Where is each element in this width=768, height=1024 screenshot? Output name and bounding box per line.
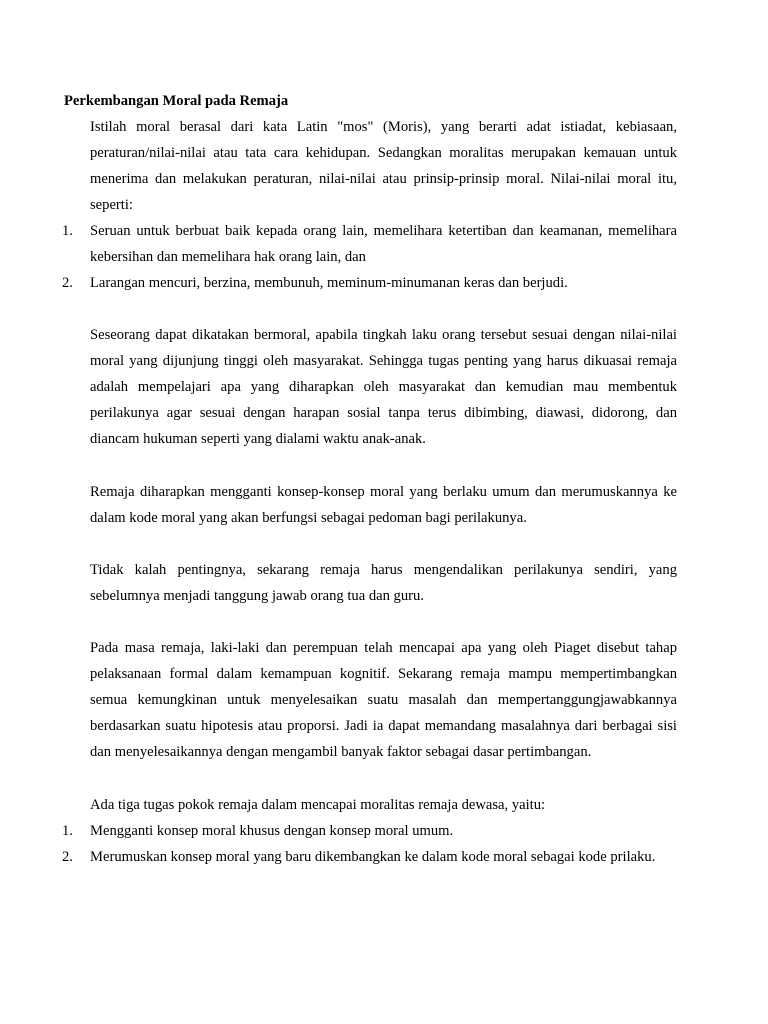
list-number: 1. (62, 823, 73, 839)
page-title: Perkembangan Moral pada Remaja (64, 93, 289, 109)
paragraph: Pada masa remaja, laki-laki dan perempuan telah mencapai apa yang oleh Piaget disebut tahap pelaksanaan formal dalam kemampuan kognitif. Sekarang remaja mampu mempertimbangkan semua kemungkinan untuk menyelesaikan suatu masalah dan mempertanggungjawabkannya berdasarkan suatu hipotesis atau proporsi. Jadi ia dapat memandang masalahnya dari berbagai sisi dan menyelesaikannya dengan mengambil banyak faktor sebagai dasar pertimbangan. (90, 640, 677, 760)
list-item (62, 218, 677, 270)
list-item (62, 270, 677, 296)
paragraph: Ada tiga tugas pokok remaja dalam mencapai moralitas remaja dewasa, yaitu: (90, 797, 546, 813)
list-item (62, 844, 677, 870)
list-item (62, 818, 677, 844)
list-number: 2. (62, 849, 73, 865)
list-text: Mengganti konsep moral khusus dengan konsep moral umum. (90, 823, 454, 839)
list-text: Merumuskan konsep moral yang baru dikembangkan ke dalam kode moral sebagai kode prilaku. (90, 849, 656, 865)
paragraph: Remaja diharapkan mengganti konsep-konsep moral yang berlaku umum dan merumuskannya ke dalam kode moral yang akan berfungsi sebagai pedoman bagi perilakunya. (90, 484, 677, 526)
intro-paragraph: Istilah moral berasal dari kata Latin "mos" (Moris), yang berarti adat istiadat, kebiasaan, peraturan/nilai-nilai atau tata cara kehidupan. Sedangkan moralitas merupakan kemauan untuk menerima dan melakukan peraturan, nilai-nilai atau prinsip-prinsip moral. Nilai-nilai moral itu, seperti: (90, 119, 677, 213)
paragraph: Seseorang dapat dikatakan bermoral, apabila tingkah laku orang tersebut sesuai dengan nilai-nilai moral yang dijunjung tinggi oleh masyarakat. Sehingga tugas penting yang harus dikuasai remaja adalah mempelajari apa yang diharapkan oleh masyarakat dan kemudian mau membentuk perilakunya agar sesuai dengan harapan sosial tanpa terus dibimbing, diawasi, didorong, dan diancam hukuman seperti yang dialami waktu anak-anak. (90, 327, 677, 447)
paragraph: Tidak kalah pentingnya, sekarang remaja harus mengendalikan perilakunya sendiri, yang sebelumnya menjadi tanggung jawab orang tua dan guru. (90, 562, 677, 604)
list-text: Seruan untuk berbuat baik kepada orang lain, memelihara ketertiban dan keamanan, memelihara kebersihan dan memelihara hak orang lain, dan (90, 223, 677, 265)
list-number: 2. (62, 275, 73, 291)
list-text: Larangan mencuri, berzina, membunuh, meminum-minumanan keras dan berjudi. (90, 275, 568, 291)
list-number: 1. (62, 223, 73, 239)
